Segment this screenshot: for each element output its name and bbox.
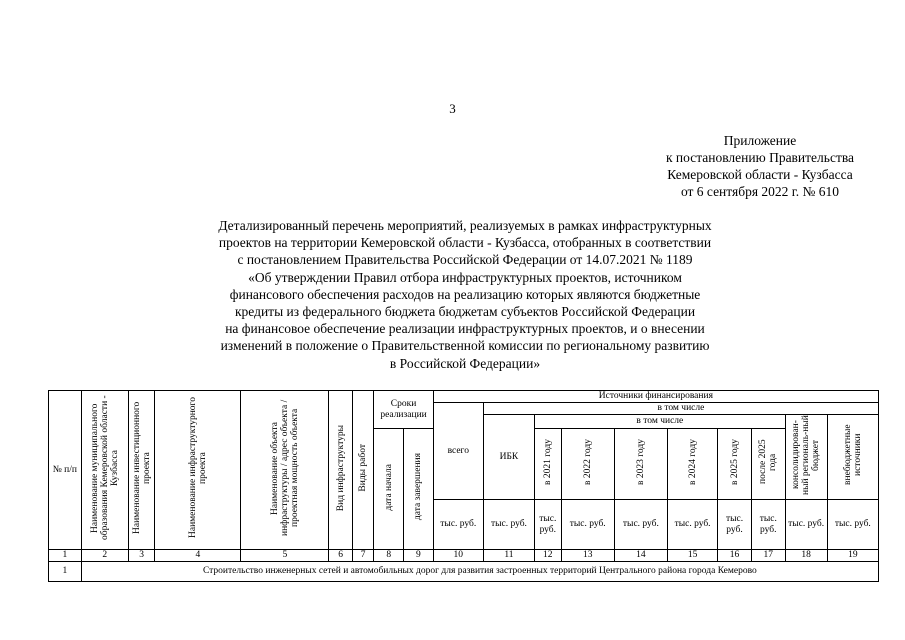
unit-cell: тыс. руб. <box>433 500 483 550</box>
header-infra-project <box>155 391 241 550</box>
header-2022 <box>561 429 614 500</box>
column-number: 16 <box>718 550 752 562</box>
header-including2 <box>535 415 786 429</box>
title-line: в Российской Федерации» <box>389 355 541 371</box>
header-sources <box>433 391 878 403</box>
header-after2025-label: после 2025 года <box>758 439 779 485</box>
document-title <box>150 217 780 372</box>
header-2025 <box>718 429 752 500</box>
header-after2025 <box>751 429 785 500</box>
column-number: 7 <box>352 550 373 562</box>
header-including2-label: в том числе <box>636 416 684 426</box>
appendix-block <box>600 132 905 200</box>
table-row <box>49 562 879 582</box>
page-number: 3 <box>449 101 456 116</box>
header-including <box>483 403 878 415</box>
header-investment-project <box>128 391 155 550</box>
appendix-line: к постановлению Правительства <box>665 150 855 165</box>
title-line: проектов на территории Кемеровской области - Кузбасса, отобранных в соответствии <box>218 235 712 251</box>
row-number: 1 <box>49 562 82 582</box>
column-number: 12 <box>535 550 562 562</box>
unit-cell: тыс. руб. <box>827 500 878 550</box>
title-line: кредиты из федерального бюджета бюджетам субъектов Российской Федерации <box>234 304 696 320</box>
header-sources-label: Источники финансирования <box>598 391 713 401</box>
header-total <box>433 403 483 500</box>
header-consolidated-label: консолидирован-ный региональ-ный бюджет <box>791 415 822 495</box>
unit-cell: тыс. руб. <box>561 500 614 550</box>
unit-cell: тыс. руб. <box>751 500 785 550</box>
column-number: 5 <box>241 550 329 562</box>
column-number: 3 <box>128 550 155 562</box>
header-total-label: всего <box>447 445 469 456</box>
header-2023 <box>614 429 667 500</box>
column-number: 14 <box>614 550 667 562</box>
column-number: 1 <box>49 550 82 562</box>
column-number: 10 <box>433 550 483 562</box>
column-number: 2 <box>81 550 128 562</box>
header-consolidated <box>785 415 827 500</box>
row-text: Строительство инженерных сетей и автомобильных дорог для развития застроенных территорий Центрального района города Кемерово <box>81 562 878 582</box>
column-number: 18 <box>785 550 827 562</box>
header-municipality <box>81 391 128 550</box>
header-works-type-label: Виды работ <box>358 444 369 492</box>
title-line: изменений в положение о Правительственной комиссии по региональному развитию <box>220 338 710 354</box>
title-line: на финансовое обеспечение реализации инфраструктурных проектов, и о внесении <box>225 321 705 337</box>
header-investment-project-label: Наименование инвестиционного проекта <box>131 401 152 535</box>
header-terms-label: Сроки реализации <box>380 398 427 420</box>
unit-cell: тыс. руб. <box>535 500 562 550</box>
unit-cell: тыс. руб. <box>785 500 827 550</box>
header-including-label: в том числе <box>657 403 705 413</box>
column-number: 8 <box>374 550 404 562</box>
appendix-line: Приложение <box>723 133 797 148</box>
title-line: финансового обеспечения расходов на реализацию которых являются бюджетные <box>229 286 701 302</box>
header-infra-type <box>329 391 353 550</box>
header-2024 <box>668 429 718 500</box>
header-municipality-label: Наименование муниципального образования Кемеровской области - Кузбасса <box>89 395 120 541</box>
header-infra-type-label: Вид инфраструктуры <box>335 424 346 512</box>
header-ibk <box>483 415 534 500</box>
title-line: с постановлением Правительства Российской Федерации от 14.07.2021 № 1189 <box>237 252 693 268</box>
appendix-line: Кемеровской области - Кузбасса <box>667 167 853 182</box>
column-number: 6 <box>329 550 353 562</box>
title-line: Детализированный перечень мероприятий, реализуемых в рамках инфраструктурных <box>218 218 712 233</box>
unit-cell: тыс. руб. <box>718 500 752 550</box>
header-2023-label: в 2023 году <box>635 439 646 485</box>
column-number: 4 <box>155 550 241 562</box>
unit-cell: тыс. руб. <box>483 500 534 550</box>
title-line: «Об утверждении Правил отбора инфраструктурных проектов, источником <box>248 269 682 285</box>
header-infra-project-label: Наименование инфраструктурного проекта <box>187 397 208 539</box>
header-works-type <box>352 391 373 550</box>
header-2021 <box>535 429 562 500</box>
header-2022-label: в 2022 году <box>582 439 593 485</box>
financing-table <box>48 390 879 582</box>
header-terms <box>374 391 433 429</box>
header-start-date-label: дата начала <box>383 463 394 511</box>
header-num <box>49 391 82 550</box>
header-num-label: № п/п <box>52 464 77 475</box>
header-start-date <box>374 429 404 550</box>
header-object-label: Наименование объекта инфраструктуры / адрес объекта / проектная мощность объекта <box>269 399 300 537</box>
header-extrabudget-label: внебюджетные источники <box>842 424 863 486</box>
column-number: 19 <box>827 550 878 562</box>
unit-cell: тыс. руб. <box>614 500 667 550</box>
column-number: 15 <box>668 550 718 562</box>
column-number: 17 <box>751 550 785 562</box>
header-2021-label: в 2021 году <box>542 439 553 485</box>
header-extrabudget <box>827 415 878 500</box>
column-number: 11 <box>483 550 534 562</box>
column-number: 9 <box>404 550 434 562</box>
header-2024-label: в 2024 году <box>687 439 698 485</box>
header-2025-label: в 2025 году <box>729 439 740 485</box>
column-number-row <box>49 550 879 562</box>
header-ibk-label: ИБК <box>499 451 519 462</box>
header-end-date-label: дата завершения <box>413 453 424 521</box>
column-number: 13 <box>561 550 614 562</box>
header-object <box>241 391 329 550</box>
appendix-line: от 6 сентября 2022 г. № 610 <box>680 184 840 199</box>
unit-cell: тыс. руб. <box>668 500 718 550</box>
header-end-date <box>404 429 434 550</box>
